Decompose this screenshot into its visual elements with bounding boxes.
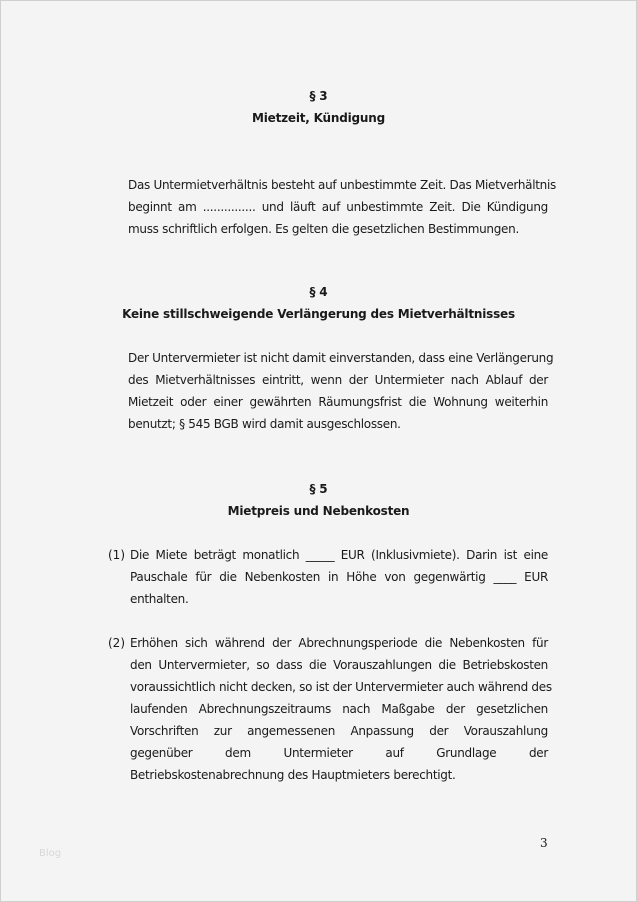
- section-4-number: § 4: [309, 285, 328, 299]
- text-line: Erhöhen sich während der Abrechnungsperiode die Nebenkosten für: [130, 636, 548, 650]
- text-line: benutzt; § 545 BGB wird damit ausgeschlossen.: [128, 417, 401, 431]
- text-line: Mietzeit oder einer gewährten Räumungsfrist die Wohnung weiterhin: [128, 395, 548, 409]
- text-line: Pauschale für die Nebenkosten in Höhe von gegenwärtig ____ EUR: [130, 570, 548, 584]
- text-line: Der Untervermieter ist nicht damit einverstanden, dass eine Verlängerung: [128, 351, 554, 365]
- section-4-title: Keine stillschweigende Verlängerung des Mietverhältnisses: [122, 307, 515, 321]
- section-5-number: § 5: [309, 482, 328, 496]
- text-line: enthalten.: [130, 592, 189, 606]
- section-4-paragraph: [128, 347, 554, 435]
- text-line: Betriebskostenabrechnung des Hauptmieters berechtigt.: [130, 768, 456, 782]
- item-1-label: (1): [108, 548, 125, 562]
- text-line: gegenüber dem Untermieter auf Grundlage der: [130, 746, 548, 760]
- section-3-number: § 3: [309, 89, 328, 103]
- text-line: Das Untermietverhältnis besteht auf unbestimmte Zeit. Das Mietverhältnis: [128, 178, 556, 192]
- text-line: laufenden Abrechnungszeitraums nach Maßgabe der gesetzlichen: [130, 702, 548, 716]
- page-number: 3: [540, 836, 548, 850]
- section-5-title: Mietpreis und Nebenkosten: [227, 504, 410, 518]
- text-line: des Mietverhältnisses eintritt, wenn der Untermieter nach Ablauf der: [128, 373, 548, 387]
- text-line: Vorschriften zur angemessenen Anpassung der Vorauszahlung: [130, 724, 548, 738]
- item-1-paragraph: [130, 544, 548, 610]
- text-line: Die Miete beträgt monatlich _____ EUR (Inklusivmiete). Darin ist eine: [130, 548, 548, 562]
- section-3-title: Mietzeit, Kündigung: [252, 111, 385, 125]
- text-line: den Untervermieter, so dass die Vorauszahlungen die Betriebskosten: [130, 658, 548, 672]
- text-line: beginnt am ............... und läuft auf unbestimmte Zeit. Die Kündigung: [128, 200, 548, 214]
- section-3-paragraph: [128, 174, 556, 240]
- text-line: muss schriftlich erfolgen. Es gelten die gesetzlichen Bestimmungen.: [128, 222, 519, 236]
- item-2-paragraph: [130, 632, 552, 786]
- text-line: voraussichtlich nicht decken, so ist der Untervermieter auch während des: [130, 680, 552, 694]
- item-2-label: (2): [108, 636, 125, 650]
- watermark: Blog: [39, 848, 62, 859]
